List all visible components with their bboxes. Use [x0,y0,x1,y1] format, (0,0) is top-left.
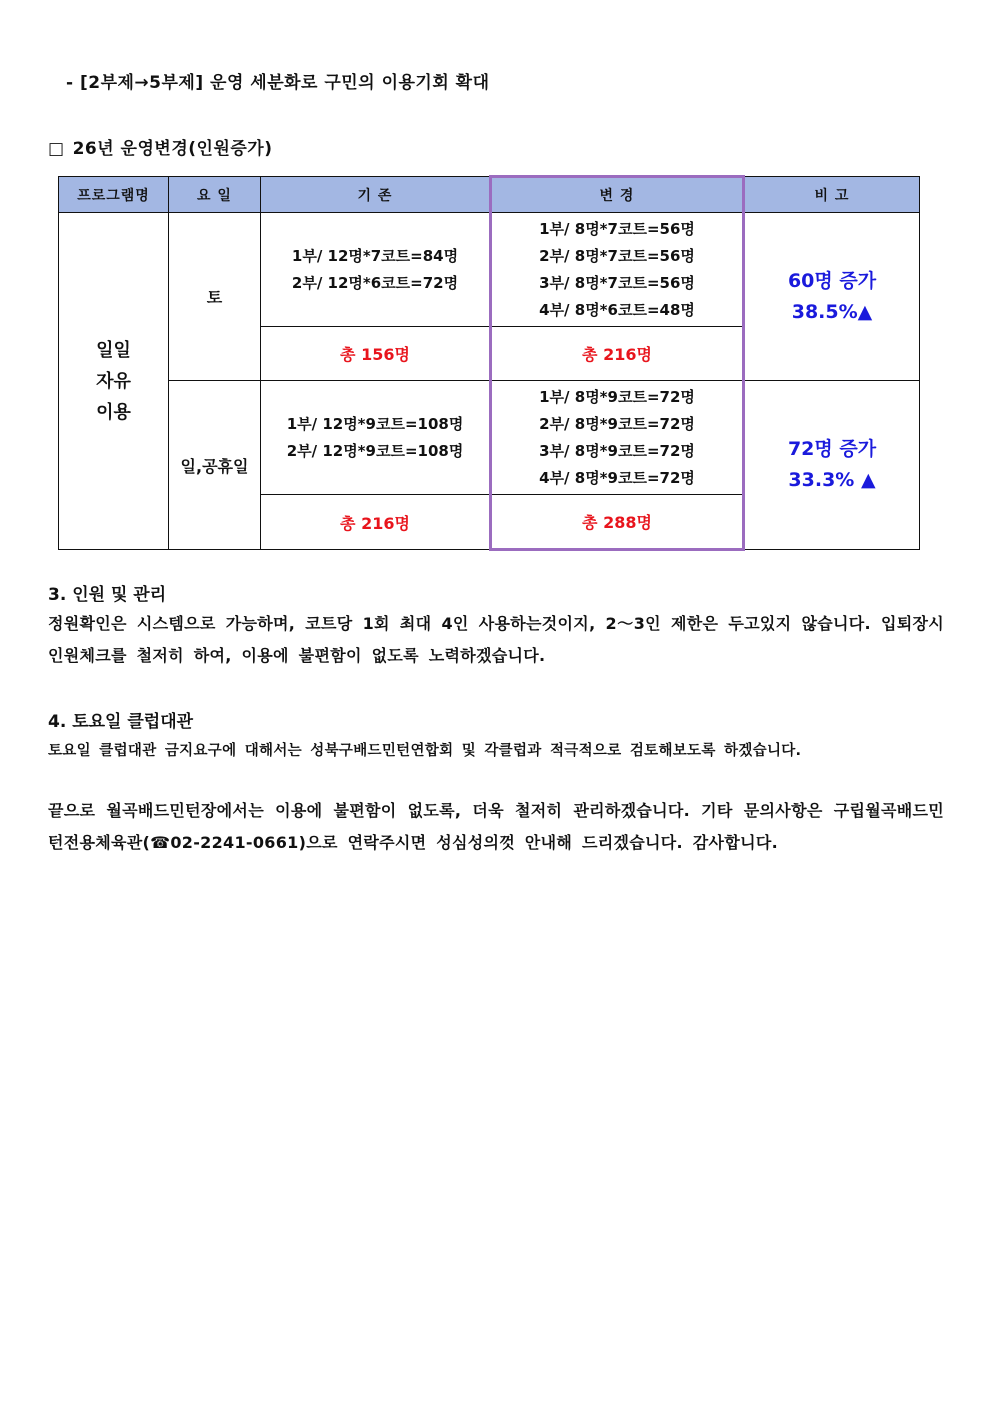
current-detail-cell [261,381,491,495]
table-header-row [59,177,920,213]
note-percent: 38.5%▲ [791,300,873,323]
program-name-line: 이용 [96,401,131,423]
current-row: 1부/ 12명*9코트=108명 [286,414,464,433]
day-cell: 일,공휴일 [169,381,261,550]
header-note: 비 고 [744,177,920,213]
current-row: 2부/ 12명*6코트=72명 [291,273,459,292]
header-current: 기 존 [261,177,491,213]
current-row: 2부/ 12명*9코트=108명 [286,441,464,460]
changed-row: 2부/ 8명*9코트=72명 [539,414,695,433]
current-detail-cell [261,213,491,327]
changed-row: 4부/ 8명*9코트=72명 [539,468,695,487]
changed-row: 3부/ 8명*9코트=72명 [539,441,695,460]
note-increase: 72명 증가 [787,438,877,460]
table-row [59,381,920,495]
day-cell: 토 [169,213,261,381]
section-3-body: 정원확인은 시스템으로 가능하며, 코트당 1회 최대 4인 사용하는것이지, 2～3인 제한은 두고있지 않습니다. 입퇴장시 인원체크를 철저히 하여, 이용에 불편함이 없도록 노력하겠습니다. [48,614,944,665]
changed-row: 3부/ 8명*7코트=56명 [539,273,695,292]
changed-row: 4부/ 8명*6코트=48명 [539,300,695,319]
changed-row: 1부/ 8명*9코트=72명 [539,387,695,406]
section-title [48,134,272,159]
note-percent: 33.3% ▲ [788,469,876,491]
note-increase: 60명 증가 [787,269,877,292]
header-day: 요 일 [169,177,261,213]
header-changed: 변 경 [491,177,744,213]
changed-total-cell: 총 216명 [491,327,744,381]
section-title-text: 26년 운영변경(인원증가) [72,139,273,159]
program-name-line: 자유 [96,370,131,392]
current-row: 1부/ 12명*7코트=84명 [291,246,459,265]
current-total-cell: 총 216명 [261,495,491,550]
subheading: - [2부제→5부제] 운영 세분화로 구민의 이용기회 확대 [66,73,490,93]
program-name-cell [59,213,169,550]
changed-row: 1부/ 8명*7코트=56명 [539,219,695,238]
changed-detail-cell [491,213,744,327]
header-program: 프로그램명 [59,177,169,213]
changed-total-cell: 총 288명 [491,495,744,550]
checkbox-icon: □ [48,139,65,159]
changed-row: 2부/ 8명*7코트=56명 [539,246,695,265]
section-4-heading: 4. 토요일 클럽대관 [48,712,194,732]
closing-paragraph: 끝으로 월곡배드민턴장에서는 이용에 불편함이 없도록, 더욱 철저히 관리하겠습니다. 기타 문의사항은 구립월곡배드민턴전용체육관(☎02-2241-0661)으로 연락주시면 성심성의껏 안내해 드리겠습니다. 감사합니다. [48,801,944,852]
operation-change-table [58,175,920,551]
current-total-cell: 총 156명 [261,327,491,381]
note-cell [744,213,920,381]
section-3-heading: 3. 인원 및 관리 [48,585,167,605]
section-4-body: 토요일 클럽대관 금지요구에 대해서는 성북구배드민턴연합회 및 각클럽과 적극적으로 검토해보도록 하겠습니다. [48,743,802,759]
changed-detail-cell [491,381,744,495]
program-name-line: 일일 [96,339,131,361]
note-cell [744,381,920,550]
table-row [59,213,920,327]
